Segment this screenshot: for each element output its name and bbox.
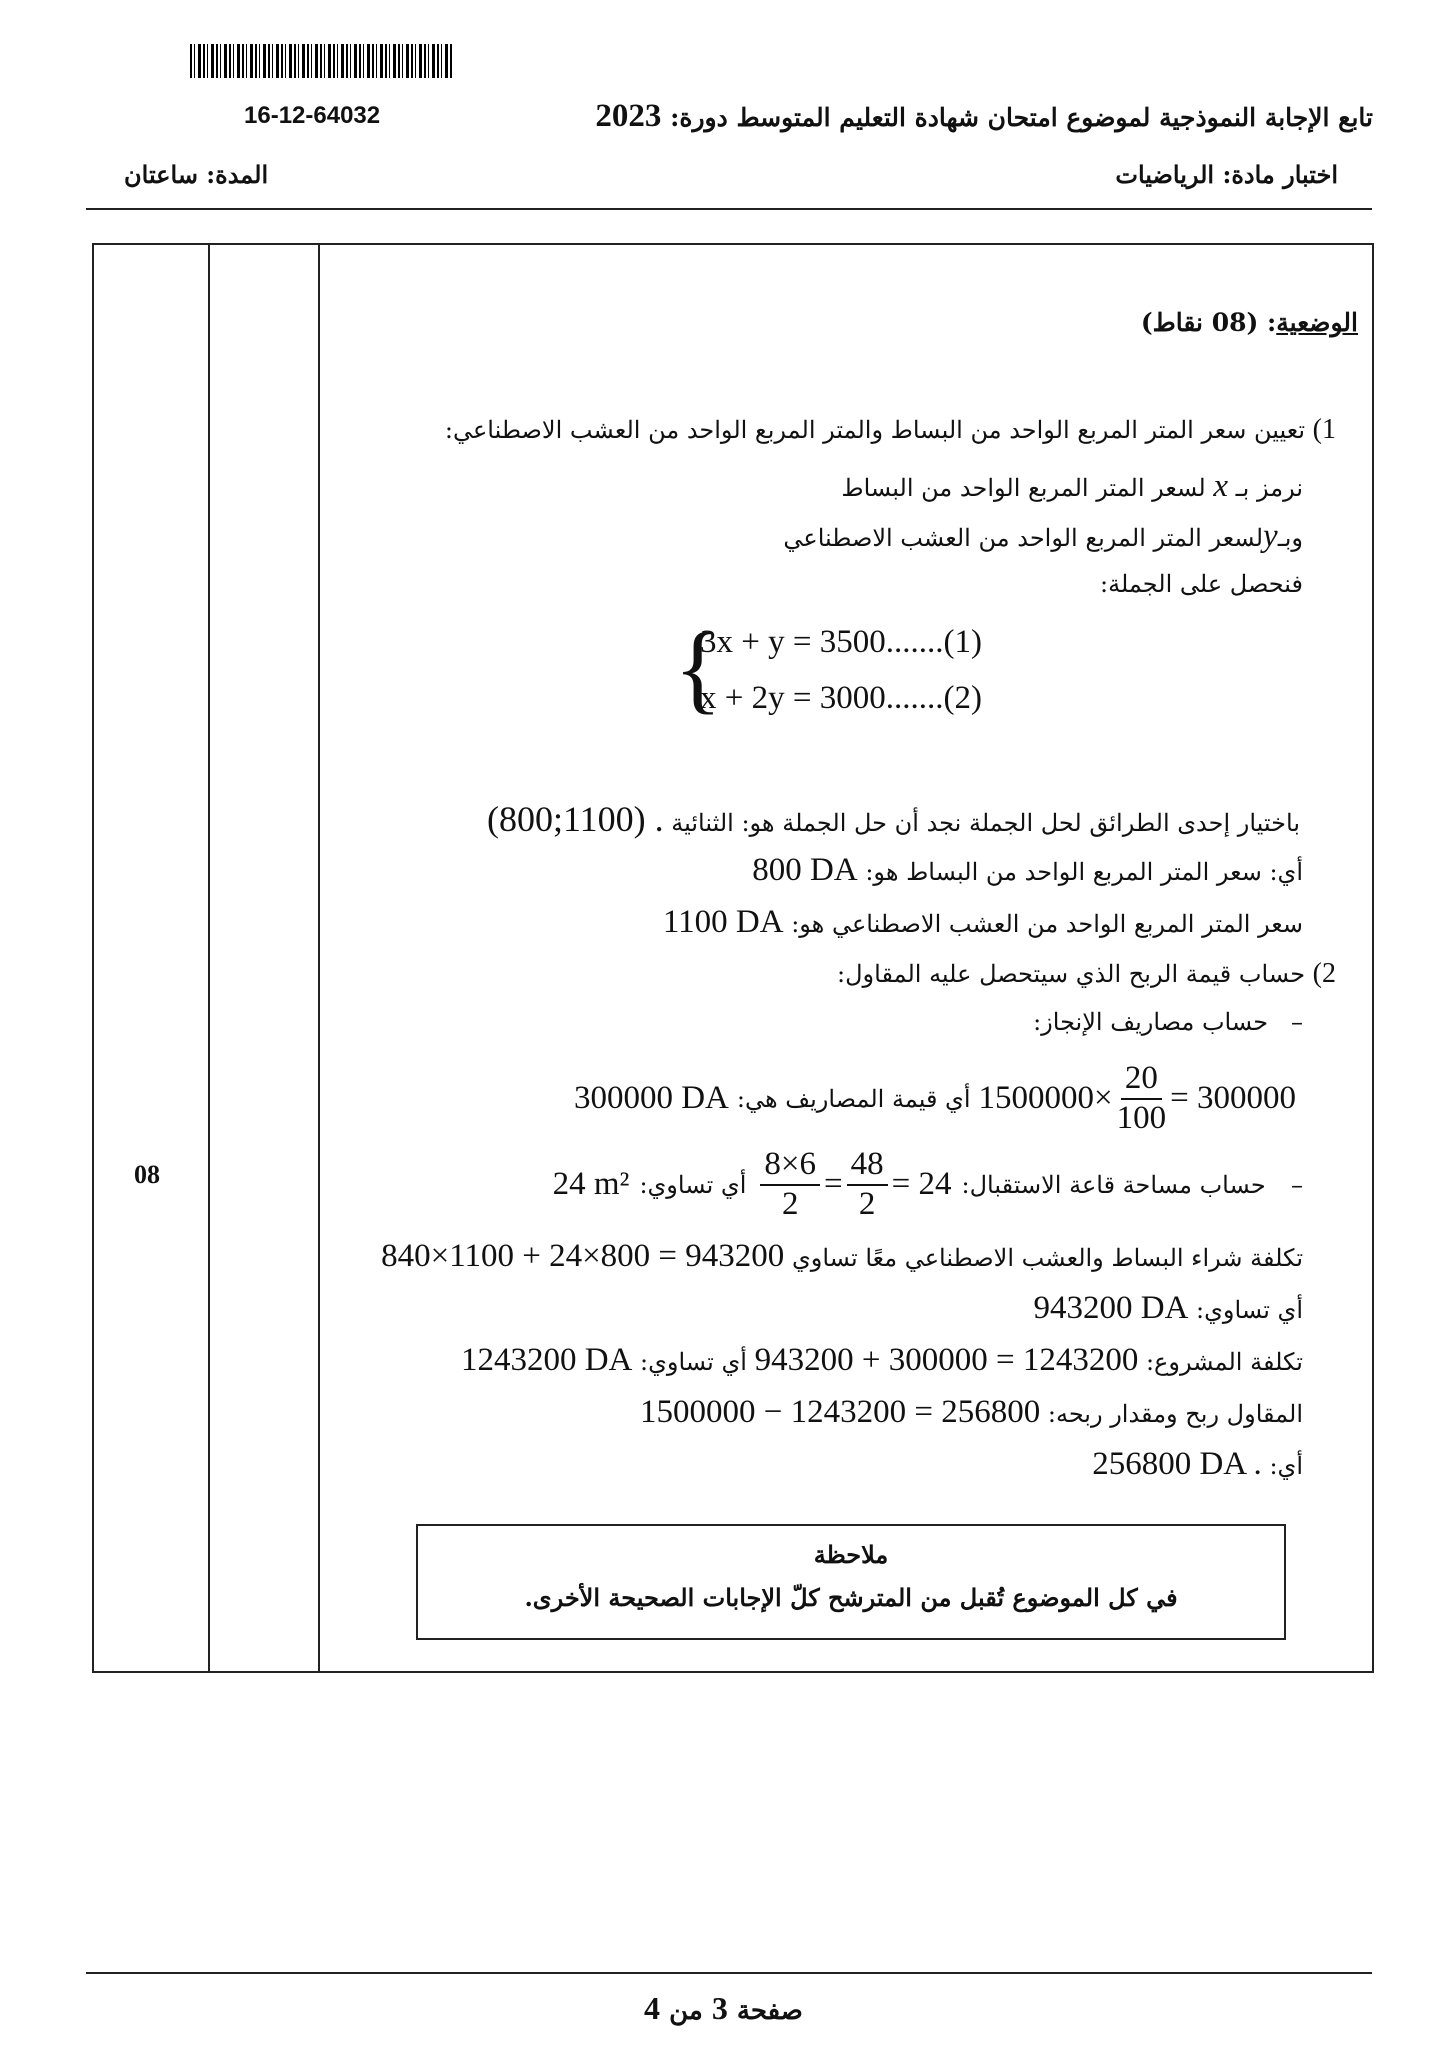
profit-line: [640, 1394, 1303, 1431]
score-cell: 08: [134, 1160, 160, 1189]
project-line: [461, 1342, 1303, 1379]
area-numerator-1: 8×6: [760, 1146, 820, 1186]
var-x: x: [1213, 468, 1228, 504]
footer-rule: [86, 1972, 1372, 1974]
area-denominator-1: 2: [781, 1185, 799, 1222]
solution-text: باختيار إحدى الطرائق لحل الجملة نجد أن حل الجملة هو: الثنائية: [671, 809, 1300, 837]
line-x-suffix: لسعر المتر المربع الواحد من البساط: [841, 474, 1206, 502]
area-numerator-2: 48: [847, 1146, 888, 1186]
equation-2: x + 2y = 3000.......(2): [700, 680, 982, 716]
profit-value: 256800 DA .: [1092, 1446, 1262, 1482]
expense-fraction: [1117, 1060, 1167, 1138]
header-duration: المدة: ساعتان: [124, 160, 269, 189]
price-grass-value: 1100 DA: [662, 904, 784, 940]
area-text-label: حساب مساحة قاعة الاستقبال:: [961, 1170, 1266, 1199]
expense-pre: 1500000×: [978, 1080, 1113, 1117]
cost-expression: 840×1100 + 24×800 = 943200: [381, 1238, 785, 1274]
header-title-text: تابع الإجابة النموذجية لموضوع امتحان شهادة التعليم المتوسط دورة:: [670, 103, 1373, 132]
expense-denominator: 100: [1116, 1099, 1167, 1136]
area-eq: = 24: [891, 1166, 952, 1203]
bullet-expenses-text: حساب مصاريف الإنجاز:: [1033, 1008, 1269, 1036]
page-total: 4: [644, 1990, 660, 2026]
q2-number: 2): [1312, 958, 1336, 989]
q2-text: حساب قيمة الربح الذي سيتحصل عليه المقاول:: [837, 960, 1306, 988]
equation-1: 3x + y = 3500.......(1): [700, 624, 982, 660]
var-y: y: [1263, 518, 1278, 554]
area-formula: [756, 1146, 951, 1224]
header-subject: اختبار مادة: الرياضيات: [1115, 160, 1338, 189]
q1-title: [445, 414, 1336, 446]
cost-line: [381, 1238, 1303, 1275]
solution-pair: (800;1100) .: [486, 799, 664, 839]
project-expression: 943200 + 300000 = 1243200: [754, 1342, 1139, 1378]
price-carpet-text: أي: سعر المتر المربع الواحد من البساط هو:: [865, 858, 1303, 886]
line-define-x: [841, 468, 1303, 505]
exam-code: 16-12-64032: [244, 102, 381, 129]
note-title: ملاحظة: [813, 1540, 889, 1569]
cost-value: 943200 DA: [1033, 1290, 1189, 1326]
note-box: [416, 1524, 1286, 1640]
project-value: 1243200 DA: [460, 1342, 633, 1378]
situation-points: : (08 نقاط): [1140, 308, 1277, 337]
situation-label: الوضعية: [1276, 308, 1358, 337]
area-text: أي تساوي:: [639, 1170, 747, 1199]
q1-number: 1): [1312, 414, 1336, 445]
situation-heading: [1141, 308, 1358, 337]
profit-expression: 1500000 − 1243200 = 256800: [639, 1394, 1041, 1430]
project-text: تكلفة المشروع:: [1145, 1348, 1303, 1376]
note-body: في كل الموضوع تُقبل من المترشح كلّ الإجابات الصحيحة الأخرى.: [524, 1583, 1178, 1612]
area-value: 24 m²: [552, 1166, 630, 1203]
line-y-prefix: وبـ: [1277, 524, 1303, 552]
expense-post: = 300000: [1170, 1080, 1296, 1117]
price-carpet-value: 800 DA: [752, 852, 858, 888]
line-system-intro: فنحصل على الجملة:: [1100, 570, 1303, 598]
project-eq-text: أي تساوي:: [640, 1348, 747, 1376]
bullet-dash-icon: –: [1275, 1170, 1303, 1199]
cost-text: تكلفة شراء البساط والعشب الاصطناعي معًا تساوي: [791, 1244, 1303, 1272]
line-define-y: [783, 518, 1303, 555]
price-grass-text: سعر المتر المربع الواحد من العشب الاصطناعي هو:: [791, 910, 1303, 938]
bullet-expenses: [1033, 1008, 1303, 1036]
page-word: صفحة: [736, 1996, 803, 2026]
area-fraction-1: [760, 1146, 820, 1224]
line-x-prefix: نرمز بـ: [1235, 474, 1303, 502]
expense-value: 300000 DA: [573, 1080, 729, 1117]
page-of: من: [669, 1996, 703, 2026]
table-divider-2: [318, 243, 320, 1673]
page-number: [644, 1990, 803, 2027]
expense-formula: [979, 1060, 1297, 1138]
price-grass-line: [663, 904, 1303, 941]
header-title: [595, 98, 1373, 135]
expense-numerator: 20: [1121, 1060, 1162, 1100]
area-line: [553, 1146, 1303, 1224]
profit-value-line: [1092, 1446, 1303, 1483]
area-fraction-2: [847, 1146, 888, 1224]
barcode: [190, 44, 452, 78]
page-current: 3: [711, 1990, 728, 2026]
expense-text: أي قيمة المصاريف هي:: [736, 1084, 971, 1113]
q2-title: [837, 958, 1336, 990]
system-brace: {: [674, 612, 722, 723]
header-rule: [86, 208, 1372, 210]
profit-eq-text: أي:: [1269, 1452, 1303, 1480]
header-year: 2023: [595, 98, 662, 134]
expenses-line: [574, 1060, 1296, 1138]
bullet-dash-icon: –: [1268, 1008, 1303, 1036]
area-equals: =: [824, 1166, 843, 1203]
area-denominator-2: 2: [858, 1185, 876, 1222]
solution-line: [487, 798, 1300, 840]
table-divider-1: [208, 243, 210, 1673]
cost-eq-text: أي تساوي:: [1196, 1296, 1303, 1324]
cost-value-line: [1033, 1290, 1303, 1327]
q1-text: تعيين سعر المتر المربع الواحد من البساط والمتر المربع الواحد من العشب الاصطناعي:: [444, 416, 1306, 444]
line-y-suffix: لسعر المتر المربع الواحد من العشب الاصطناعي: [783, 524, 1264, 552]
price-carpet-line: [752, 852, 1303, 889]
profit-text: المقاول ربح ومقدار ربحه:: [1047, 1400, 1303, 1428]
